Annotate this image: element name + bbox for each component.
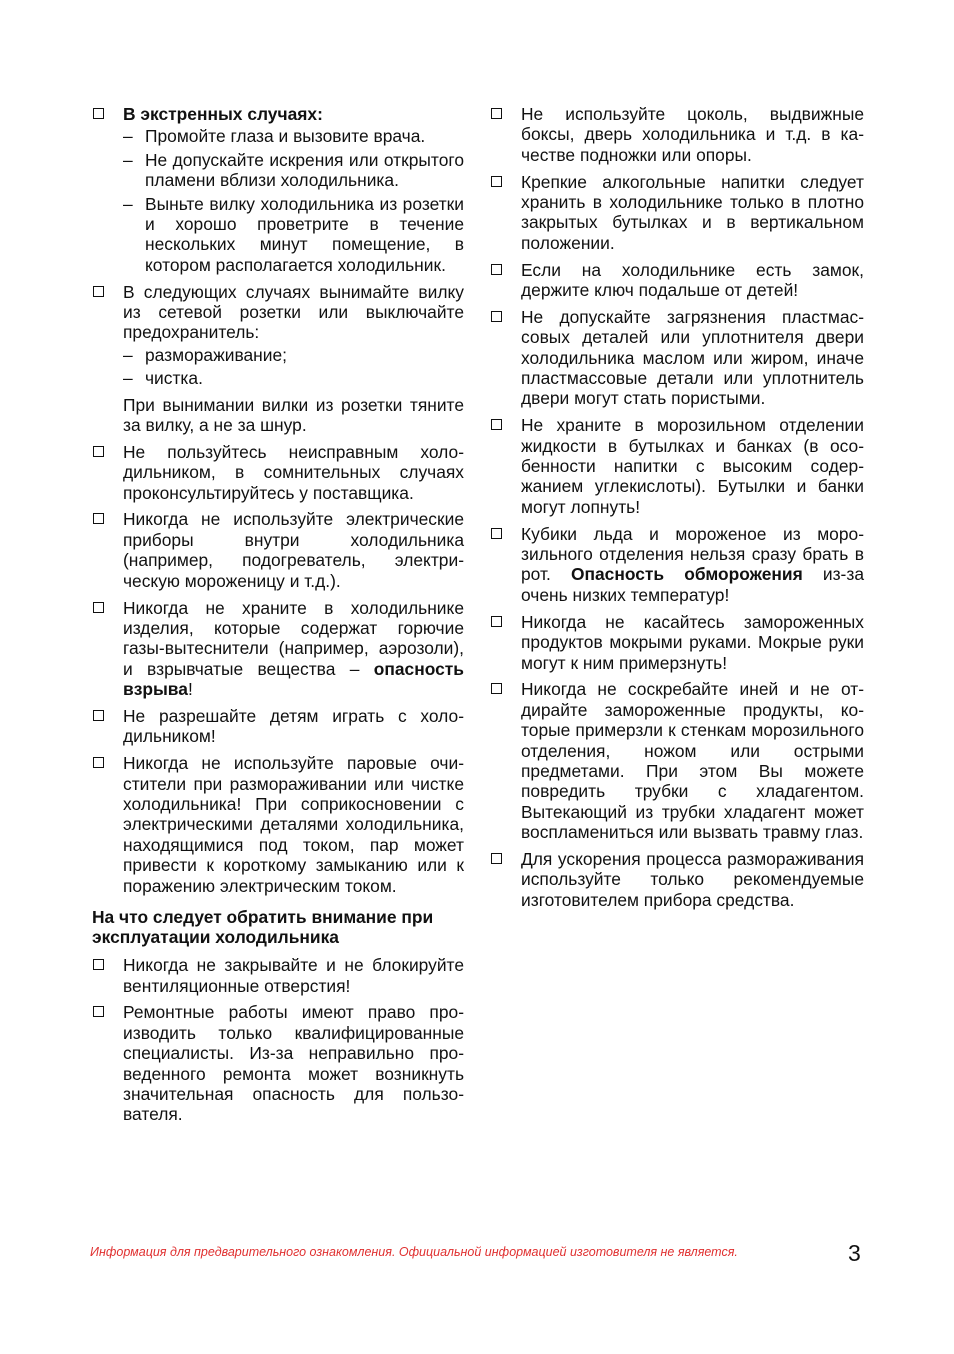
item-text: Не пользуйтесь неисправным холодильником, в сомнительных случаях проконсультируйтесь у поставщика. xyxy=(123,441,464,503)
list-item xyxy=(490,172,864,254)
item-text: Не разрешайте детям играть с холодильником! xyxy=(123,705,464,747)
right-column xyxy=(490,104,864,917)
checkbox-bullet-icon xyxy=(491,683,502,694)
dash-icon: – xyxy=(123,126,133,147)
dash-icon: – xyxy=(123,193,133,214)
list-item xyxy=(92,706,464,747)
list-item xyxy=(92,282,464,436)
sub-list-item: – Не допускайте искрения или открытого пламени вблизи холодильника. xyxy=(123,149,464,191)
checkbox-bullet-icon xyxy=(491,419,502,430)
item-text: Крепкие алкогольные напитки следует хранить в холодильнике только в плотно закрытых бутылках и в вертикальном положении. xyxy=(521,171,864,253)
list-item xyxy=(490,104,864,165)
sub-list-item: – Выньте вилку холодильника из розетки и хорошо проветрите в течение нескольких минут помещение, в котором располагается холодильник. xyxy=(123,193,464,275)
item-text: Ремонтные работы имеют право производить только квалифицированные специалисты. Из-за неправильно проведенного ремонта может возникнуть значительная опасность для пользователя. xyxy=(123,1002,464,1125)
checkbox-bullet-icon xyxy=(93,959,104,970)
list-item xyxy=(92,104,464,275)
dash-icon: – xyxy=(123,368,133,389)
page-number: 3 xyxy=(848,1240,861,1266)
sub-list-item: – размораживание; xyxy=(123,344,287,365)
item-note: При вынимании вилки из розетки тяните за вилку, а не за шнур. xyxy=(123,394,464,436)
list-item xyxy=(92,753,464,896)
checkbox-bullet-icon xyxy=(491,528,502,539)
item-text: Не используйте цоколь, выдвижные боксы, дверь холодильника и т.д. в качестве подножки или опоры. xyxy=(521,104,864,165)
left-column xyxy=(92,104,464,1131)
item-text: Никогда не используйте паровые очистители при размораживании или чистке холодильника! При соприкосновении с электрическими деталями холодильника, находящимися под током, пар может привести к короткому замыканию или к поражению электрическим током. xyxy=(123,753,464,896)
checkbox-bullet-icon xyxy=(93,286,104,297)
checkbox-bullet-icon xyxy=(491,853,502,864)
checkbox-bullet-icon xyxy=(93,710,104,721)
checkbox-bullet-icon xyxy=(93,108,104,119)
checkbox-bullet-icon xyxy=(93,1006,104,1017)
sub-list xyxy=(123,345,464,389)
checkbox-bullet-icon xyxy=(491,616,502,627)
list-item xyxy=(490,679,864,842)
list-item xyxy=(490,260,864,301)
warning-emphasis: Опасность обморожения xyxy=(570,564,803,585)
dash-icon: – xyxy=(123,344,133,365)
section-heading: На что следует обратить внимание при эксплуатации холодильника xyxy=(92,906,434,947)
checkbox-bullet-icon xyxy=(93,602,104,613)
item-text: Никогда не храните в холодильнике изделия, которые содержат горючие газы-вытеснители (например, аэрозоли), и взрывчатые вещества – опасность взрыва! xyxy=(123,597,464,700)
item-text: В следующих случаях вынимайте вилку из сетевой розетки или выключайте предохранитель: xyxy=(123,281,464,343)
warning-emphasis: опасность взрыва xyxy=(123,658,464,700)
dash-icon: – xyxy=(123,149,133,170)
checkbox-bullet-icon xyxy=(93,446,104,457)
list-item xyxy=(490,415,864,517)
item-heading: В экстренных случаях: xyxy=(123,104,323,124)
item-text: Не храните в морозильном отделении жидкости в бутылках и банках (в особенности напитки с высоким содержанием углекислоты). Бутылки и банки могут лопнуть! xyxy=(521,415,864,517)
list-item xyxy=(92,442,464,503)
item-text: Никогда не используйте электрические приборы внутри холодильника (например, подогреватель, электрическую мороженицу и т.д.). xyxy=(123,509,464,591)
item-text: Никогда не касайтесь замороженных продуктов мокрыми руками. Мокрые руки могут к ним примерзнуть! xyxy=(521,611,864,673)
list-item xyxy=(92,1002,464,1124)
footer-disclaimer: Информация для предварительного ознакомления. Официальной информацией изготовителя не является. xyxy=(90,1245,738,1259)
checkbox-bullet-icon xyxy=(93,513,104,524)
list-item xyxy=(490,612,864,673)
sub-list-item: – чистка. xyxy=(123,368,203,389)
item-text: Никогда не соскребайте иней и не отдирайте замороженные продукты, которые примерзли к стенкам морозильного отделения, ножом или острыми предметами. При этом Вы можете повредить трубки с хладагентом. Вытекающий из трубки хладагент может воспламениться или вызвать травму глаз. xyxy=(521,679,864,843)
checkbox-bullet-icon xyxy=(491,176,502,187)
item-text: Для ускорения процесса размораживания используйте только рекомендуемые изготовителем прибора средства. xyxy=(521,848,864,910)
checkbox-bullet-icon xyxy=(93,757,104,768)
item-text: Никогда не закрывайте и не блокируйте вентиляционные отверстия! xyxy=(123,955,464,996)
item-text: Кубики льда и мороженое из морозильного отделения нельзя сразу брать в рот. Опасность обморожения из-за очень низких температур! xyxy=(521,523,864,605)
sub-list-item: – Промойте глаза и вызовите врача. xyxy=(123,126,426,147)
list-item xyxy=(92,509,464,591)
list-item xyxy=(490,307,864,409)
checkbox-bullet-icon xyxy=(491,264,502,275)
checkbox-bullet-icon xyxy=(491,108,502,119)
list-item xyxy=(92,598,464,700)
list-item xyxy=(490,524,864,606)
item-text: Если на холодильнике есть замок, держите ключ подальше от детей! xyxy=(521,259,864,301)
sub-list xyxy=(123,126,464,275)
checkbox-bullet-icon xyxy=(491,311,502,322)
list-item xyxy=(92,955,464,996)
item-text: Не допускайте загрязнения пластмассовых деталей или уплотнителя двери холодильника маслом или жиром, иначе пластмассовые детали или уплотнитель двери могут стать пористыми. xyxy=(521,306,864,409)
list-item xyxy=(490,849,864,910)
